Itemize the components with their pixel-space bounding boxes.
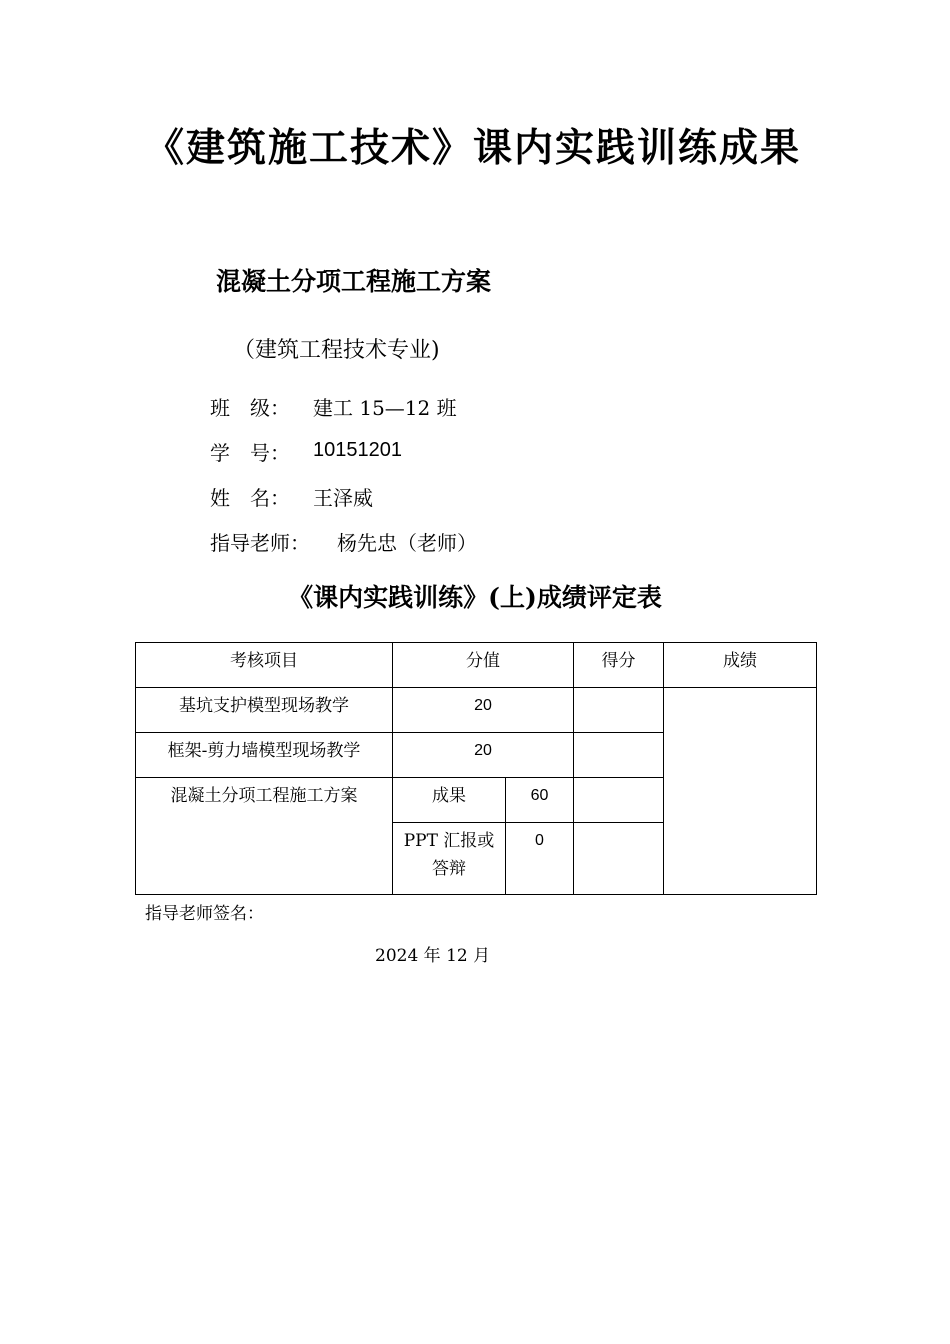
sub-item-value: 0: [506, 823, 574, 895]
signature-label: 指导老师签名：: [145, 904, 264, 924]
document-title: 《建筑施工技术》课内实践训练成果: [145, 126, 802, 171]
row-value: 20: [393, 688, 574, 733]
name-value: 王泽威: [313, 486, 373, 510]
class-label: 班 级：: [210, 396, 290, 420]
row-score-cell: [574, 778, 664, 823]
score-table: [135, 642, 817, 895]
major-label: （建筑工程技术专业): [233, 338, 440, 363]
sub-item-label: 成果: [393, 778, 506, 823]
header-value: 分值: [393, 643, 574, 688]
row-score-cell: [574, 733, 664, 778]
header-score: 得分: [574, 643, 664, 688]
document-date: 2024 年 12 月: [375, 946, 491, 966]
sub-item-value: 60: [506, 778, 574, 823]
class-value: 建工 15—12 班: [313, 396, 457, 420]
grade-cell: [664, 688, 817, 895]
row-score-cell: [574, 688, 664, 733]
row-value: 20: [393, 733, 574, 778]
table-row: [136, 688, 817, 733]
student-id-number: 10151201: [313, 439, 402, 461]
row-score-cell: [574, 823, 664, 895]
row-item: 混凝土分项工程施工方案: [136, 778, 393, 895]
document-subtitle: 混凝土分项工程施工方案: [216, 267, 492, 296]
header-item: 考核项目: [136, 643, 393, 688]
table-header-row: [136, 643, 817, 688]
teacher-label: 指导老师：: [210, 531, 310, 555]
teacher-value: 杨先忠（老师）: [337, 531, 477, 555]
row-item: 基坑支护模型现场教学: [136, 688, 393, 733]
row-item: 框架-剪力墙模型现场教学: [136, 733, 393, 778]
name-label: 姓 名：: [210, 486, 290, 510]
table-title: 《课内实践训练》(上)成绩评定表: [288, 583, 662, 612]
student-id-value: [313, 437, 402, 462]
sub-item-label: PPT 汇报或答辩: [393, 823, 506, 895]
student-id-label: 学 号：: [210, 441, 290, 465]
header-grade: 成绩: [664, 643, 817, 688]
